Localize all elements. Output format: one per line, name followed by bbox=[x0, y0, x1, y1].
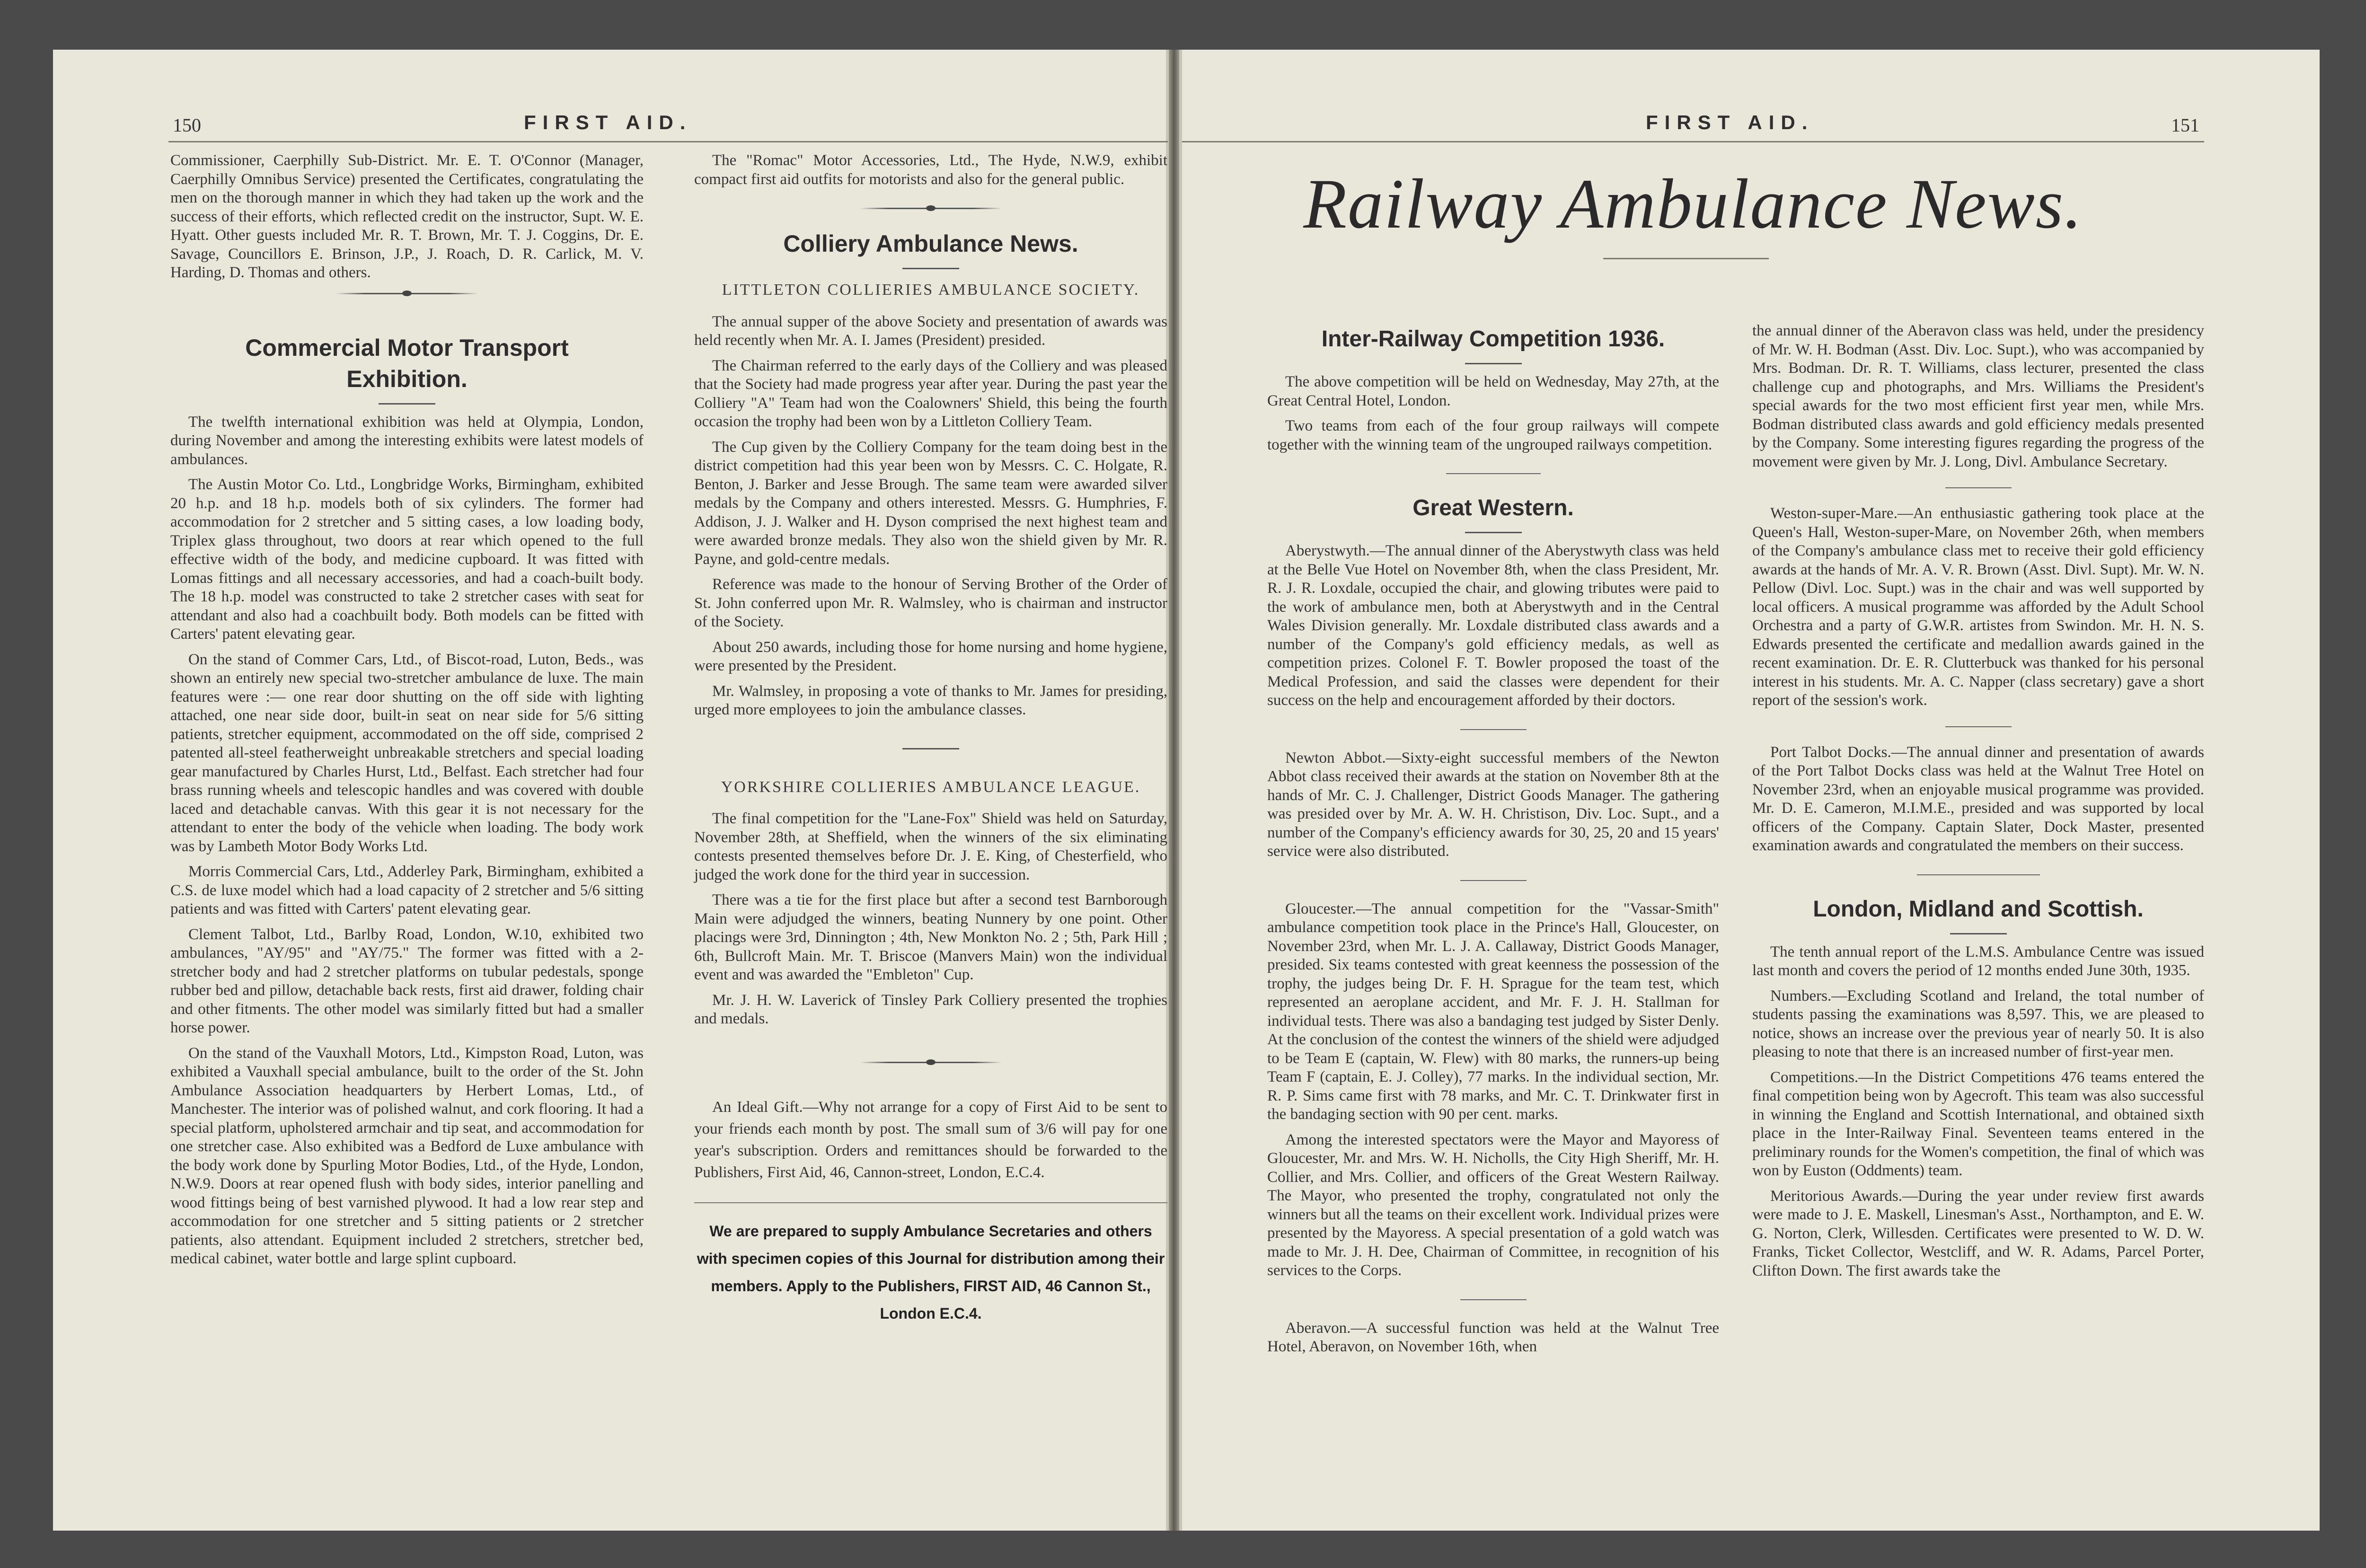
running-title: FIRST AID. bbox=[1646, 111, 1814, 133]
right-page bbox=[1179, 50, 2320, 1531]
left-page bbox=[53, 50, 1169, 1531]
paragraph: The Austin Motor Co. Ltd., Longbridge Works, Birmingham, exhibited 20 h.p. and 18 h.p. models both of six cylinders. The former had accommodation for 2 stretcher and 5 sitting cases, a low loading body, Triplex glass throughout, two doors at rear which opened to the full effective width of the body, and medicine cupboard. It was fitted with Lomas fittings and all necessary accessories, and had a coach-built body. The 18 h.p. model was constructed to take 2 stretcher cases with seat for attendant and also had a coachbuilt body. Both models can be fitted with Carters' patent elevating gear. bbox=[170, 476, 644, 643]
paragraph: Clement Talbot, Ltd., Barlby Road, London, W.10, exhibited two ambulances, "AY/95" and "AY/75." The former was fitted with a 2-stretcher body and had 2 stretcher platforms on tubular pedestals, sponge rubber bed and pillow, detachable back rests, first aid drawer, folding chair and other fitments. The other model was similarly fitted but had a smaller horse power. bbox=[170, 925, 644, 1036]
paragraph: The final competition for the "Lane-Fox" Shield was held on Saturday, November 28th, at Sheffield, when the winners of the six eliminating contests presented themselves before Dr. J. E. King, of Chesterfield, who judged the work done for the third year in succession. bbox=[694, 810, 1167, 883]
paragraph: Weston-super-Mare.—An enthusiastic gathering took place at the Queen's Hall, Weston-super-Mare, on November 26th, when members of the Company's ambulance class met to receive their gold efficiency awards at the hands of Mr. A. V. R. Brown (Asst. Divl. Supt). Mr. W. N. Pellow (Divl. Loc. Supt.) was in the chair and was well supported by local officers. A musical programme was afforded by the Adult School Orchestra and a party of G.W.R. artistes from Swindon. Mr. H. N. S. Edwards presented the certificate and medallion awards gained in the recent examination. Dr. E. R. Clutterbuck was thanked for his personal interest in his students. Mr. A. C. Napper (class secretary) gave a short report of the session's work. bbox=[1752, 505, 2204, 709]
paragraph: On the stand of Commer Cars, Ltd., of Biscot-road, Luton, Beds., was shown an entirely new special two-stretcher ambulance de luxe. The main features were :— one rear door shutting on the off side with lighting attached, one near side door, built-in seat on near side for 5/6 sitting patients, stretcher equipment, accommodated on the off side, comprised 2 patented all-steel featherweight unbreakable stretchers and special loading gear manufactured by Charles Hurst, Ltd., Belfast. Each stretcher had four brass running wheels and telescopic handles and was covered with double laced and detachable canvas. With this gear it is not necessary for the attendant to enter the body of the vehicle when loading. The body work was by Lambeth Motor Body Works Ltd. bbox=[170, 651, 644, 855]
intro-paragraph: Commissioner, Caerphilly Sub-District. Mr. E. T. O'Connor (Manager, Caerphilly Omnibus Service) presented the Certificates, congratulating the men on the thorough manner in which they had taken up the work and the success of their efforts, which reflected credit on the instructor, Supt. W. E. Hyatt. Other guests included Mr. R. T. Brown, Mr. T. J. Coggins, Dr. E. Savage, Councillors E. Brinson, J.P., J. Roach, D. R. Carlick, M. V. Harding, D. Thomas and others. bbox=[170, 152, 644, 281]
paragraph: Gloucester.—The annual competition for the "Vassar-Smith" ambulance competition took place in the Prince's Hall, Gloucester, on November 23rd, when Mr. L. J. A. Callaway, District Goods Manager, presided. Six teams contested with great keenness the possession of the trophy, the judges being Dr. F. H. Sprague for the team test, which represented an aeroplane accident, and Mr. F. J. H. Stallman for individual tests. There was also a bandaging test judged by Sister Denly. At the conclusion of the contest the winners of the shield were adjudged to be Team E (captain, W. Flew) with 80 marks, the runners-up being Team F (captain, E. J. Colley), 77 marks. In the individual section, Mr. R. P. Sims came first with 78 marks, and Mr. C. T. Drinkwater first in the bandaging section with 90 per cent. marks. bbox=[1267, 900, 1719, 1123]
short-rule bbox=[1945, 726, 2012, 727]
short-rule bbox=[902, 268, 959, 269]
masthead-rule bbox=[1603, 258, 1769, 259]
ornament-divider bbox=[860, 1062, 1002, 1063]
paragraph: The Chairman referred to the early days of the Colliery and was pleased that the Society had made progress year after year. During the past year the Colliery "A" Team had won the Coalowners' Shield, this being the fourth occasion the trophy had been won by a Littleton Colliery Team. bbox=[694, 357, 1167, 430]
paragraph: Competitions.—In the District Competitions 476 teams entered the final competition being won by Agecroft. This team was also successful in winning the England and Scottish International, and obtained sixth place in the Inter-Railway Final. Seventeen teams entered in the preliminary rounds for the Women's competition, the final of which was won by Euston (Oddments) team. bbox=[1752, 1068, 2204, 1179]
paragraph: Mr. J. H. W. Laverick of Tinsley Park Colliery presented the trophies and medals. bbox=[694, 991, 1167, 1027]
short-rule bbox=[1460, 880, 1527, 881]
paragraph: the annual dinner of the Aberavon class was held, under the presidency of Mr. W. H. Bodman (Asst. Div. Loc. Supt.), who was accompanied by Mrs. Bodman. Dr. R. T. Williams, class lecturer, presented the class challenge cup and photographs, and Mrs. Williams the President's special awards for the two most efficient first year men, while Mrs. Bodman distributed class awards and gold efficiency medals presented by the Company. Some interesting figures regarding the progress of the movement were given by Mr. J. Long, Divl. Ambulance Secretary. bbox=[1752, 322, 2204, 470]
paragraph: Among the interested spectators were the Mayor and Mayoress of Gloucester, Mr. and Mrs. W. H. Nicholls, the City High Sheriff, Mr. H. Collier, and Mrs. Collier, and officers of the Great Western Railway. The Mayor, who presented the trophy, congratulated not only the winners but all the teams on their excellent work. Individual prizes were presented by the Mayoress. A special presentation of a gold watch was made to Mr. J. H. Dee, Chairman of Committee, in recognition of his services to the Corps. bbox=[1267, 1131, 1719, 1279]
paragraph: The Cup given by the Colliery Company for the team doing best in the district competition had this year been won by Messrs. C. C. Holgate, R. Benton, J. Barker and Jesse Brough. The same team were awarded silver medals by the Company and others interested. Messrs. G. Humphries, F. Addison, J. J. Walker and H. Dyson comprised the next highest team and were awarded bronze medals. They also won the shield given by Mr. R. Payne, and gold-centre medals. bbox=[694, 438, 1167, 568]
paragraph: Reference was made to the honour of Serving Brother of the Order of St. John conferred upon Mr. R. Walmsley, who is chairman and instructor of the Society. bbox=[694, 576, 1167, 630]
right-col-1 bbox=[1267, 272, 1719, 1363]
promo-notice: We are prepared to supply Ambulance Secretaries and others with specimen copies of this Journal for distribution among their members. Apply to the Publishers, FIRST AID, 46 Cannon St., London E.C.4. bbox=[697, 1222, 1165, 1322]
short-rule bbox=[379, 403, 435, 405]
short-rule bbox=[1917, 874, 2040, 875]
paragraph: Aberavon.—A successful function was held at the Walnut Tree Hotel, Aberavon, on November 16th, when bbox=[1267, 1319, 1719, 1355]
ideal-gift-paragraph: An Ideal Gift.—Why not arrange for a copy of First Aid to be sent to your friends each month by post. The small sum of 3/6 will pay for one year's subscription. Orders and remittances should be forwarded to the Publishers, First Aid, 46, Cannon-street, London, E.C.4. bbox=[694, 1098, 1167, 1181]
subheading: LITTLETON COLLIERIES AMBULANCE SOCIETY. bbox=[722, 281, 1140, 299]
running-title: FIRST AID. bbox=[524, 111, 692, 133]
paragraph: Meritorious Awards.—During the year under review first awards were made to J. E. Maskell, Linesman's Asst., Northampton, and E. W. G. Norton, Clerk, Willesden. Certificates were presented to W. D. W. Franks, Ticket Collector, Westcliff, and W. R. Adams, Parcel Porter, Clifton Down. The first awards take the bbox=[1752, 1187, 2204, 1279]
short-rule bbox=[1460, 729, 1527, 730]
short-rule bbox=[1945, 487, 2012, 488]
paragraph: Mr. Walmsley, in proposing a vote of thanks to Mr. James for presiding, urged more employees to join the ambulance classes. bbox=[694, 682, 1167, 718]
subheading: YORKSHIRE COLLIERIES AMBULANCE LEAGUE. bbox=[721, 778, 1141, 796]
box-rule bbox=[694, 1202, 1167, 1203]
paragraph: The annual supper of the above Society and presentation of awards was held recently when Mr. A. I. James (President) presided. bbox=[694, 313, 1167, 349]
paragraph: On the stand of the Vauxhall Motors, Ltd., Kimpston Road, Luton, was exhibited a Vauxhall special ambulance, built to the order of the St. John Ambulance Association headquarters by Herbert Lomas, Ltd., of Manchester. The interior was of polished walnut, and cork flooring. It had a special platform, upholstered armchair and tip seat, and accommodation for one stretcher case. Also exhibited was a Bedford de Luxe ambulance with the body work done by Spurling Motor Bodies, Ltd., of the Hyde, London, N.W.9. Doors at rear opened flush with body sides, interior panelling and wood fittings being of best varnished plywood. It had a low rear step and accommodation for one stretcher and 5 sitting patients or 2 stretcher patients, also attendant. Equipment included 2 stretchers, stretcher bed, medical cabinet, water bottle and large splint cupboard. bbox=[170, 1044, 644, 1267]
intro-paragraph: The "Romac" Motor Accessories, Ltd., The Hyde, N.W.9, exhibit compact first aid outfits for motorists and also for the general public. bbox=[694, 152, 1167, 188]
short-rule bbox=[1465, 532, 1522, 533]
short-rule bbox=[1950, 933, 2007, 934]
paragraph: The above competition will be held on Wednesday, May 27th, at the Great Central Hotel, London. bbox=[1267, 373, 1719, 409]
section-heading: Colliery Ambulance News. bbox=[783, 230, 1078, 257]
paragraph: Numbers.—Excluding Scotland and Ireland, the total number of students passing the examinations was 8,597. This, we are pleased to notice, shows an increase over the previous year of nearly 50. It is also pleasing to note that there is an increased number of first-year men. bbox=[1752, 987, 2204, 1060]
masthead-title: Railway Ambulance News. bbox=[1303, 165, 2083, 243]
section-heading: Great Western. bbox=[1413, 495, 1574, 520]
short-rule bbox=[1465, 363, 1522, 364]
page-number: 150 bbox=[173, 115, 201, 136]
page-number: 151 bbox=[2171, 115, 2199, 136]
paragraph: Morris Commercial Cars, Ltd., Adderley Park, Birmingham, exhibited a C.S. de luxe model which had a load capacity of 2 stretcher and 5/6 sitting patients and was fitted with Carters' patent elevating gear. bbox=[170, 863, 644, 917]
short-rule bbox=[1446, 473, 1541, 474]
paragraph: Newton Abbot.—Sixty-eight successful members of the Newton Abbot class received their awards at the station on November 8th at the hands of Mr. C. J. Challenger, District Goods Manager. The gathering was presided over by Mr. A. W. H. Christison, Div. Loc. Supt., and a number of the Company's efficiency awards for 30, 25, 20 and 15 years' service were also distributed. bbox=[1267, 749, 1719, 860]
section-heading: Commercial Motor Transport Exhibition. bbox=[245, 334, 569, 392]
paragraph: The twelfth international exhibition was held at Olympia, London, during November and among the interesting exhibits were latest models of ambulances. bbox=[170, 413, 644, 468]
ornament-divider bbox=[860, 208, 1002, 209]
paragraph: About 250 awards, including those for home nursing and home hygiene, were presented by the President. bbox=[694, 638, 1167, 674]
short-rule bbox=[902, 748, 959, 749]
paragraph: There was a tie for the first place but after a second test Barnborough Main were adjudged the winners, beating Nunnery by one point. Other placings were 3rd, Dinnington ; 4th, New Monkton No. 2 ; 5th, Park Hill ; 6th, Bullcroft Main. Mr. T. Briscoe (Manvers Main) won the individual event and was awarded the "Embleton" Cup. bbox=[694, 891, 1167, 983]
section-heading: Inter-Railway Competition 1936. bbox=[1321, 326, 1665, 352]
section-heading: London, Midland and Scottish. bbox=[1813, 896, 2144, 922]
paragraph: Port Talbot Docks.—The annual dinner and presentation of awards of the Port Talbot Docks class was held at the Walnut Tree Hotel on November 23rd, when an enjoyable musical programme was provided. Mr. D. E. Cameron, M.I.M.E., presided and was supported by local officers of the Company. Captain Slater, Dock Master, presented examination awards and congratulated the members on their success. bbox=[1752, 743, 2204, 854]
left-col-2 bbox=[694, 151, 1167, 1327]
header-rule bbox=[168, 141, 1168, 142]
ornament-divider bbox=[336, 293, 478, 294]
paragraph: Aberystwyth.—The annual dinner of the Aberystwyth class was held at the Belle Vue Hotel on November 8th, when the class President, Mr. R. J. R. Loxdale, occupied the chair, and glowing tributes were paid to the work of ambulance men, both at Aberystwyth and in the Central Wales Division generally. Mr. Loxdale distributed class awards and a number of the Company's gold efficiency medals, as well as competition prizes. Colonel F. T. Bowler proposed the toast of the Medical Profession, and said the classes were dependent for their success on the help and encouragement afforded by their doctors. bbox=[1267, 542, 1719, 709]
right-col-2 bbox=[1752, 322, 2204, 1287]
short-rule bbox=[1460, 1299, 1527, 1300]
spine-gutter bbox=[1169, 50, 1179, 1531]
header-rule bbox=[1182, 141, 2204, 142]
paragraph: Two teams from each of the four group railways will compete together with the winning team of the ungrouped railways competition. bbox=[1267, 417, 1719, 453]
left-col-1 bbox=[170, 151, 644, 1275]
paragraph: The tenth annual report of the L.M.S. Ambulance Centre was issued last month and covers the period of 12 months ended June 30th, 1935. bbox=[1752, 943, 2204, 979]
